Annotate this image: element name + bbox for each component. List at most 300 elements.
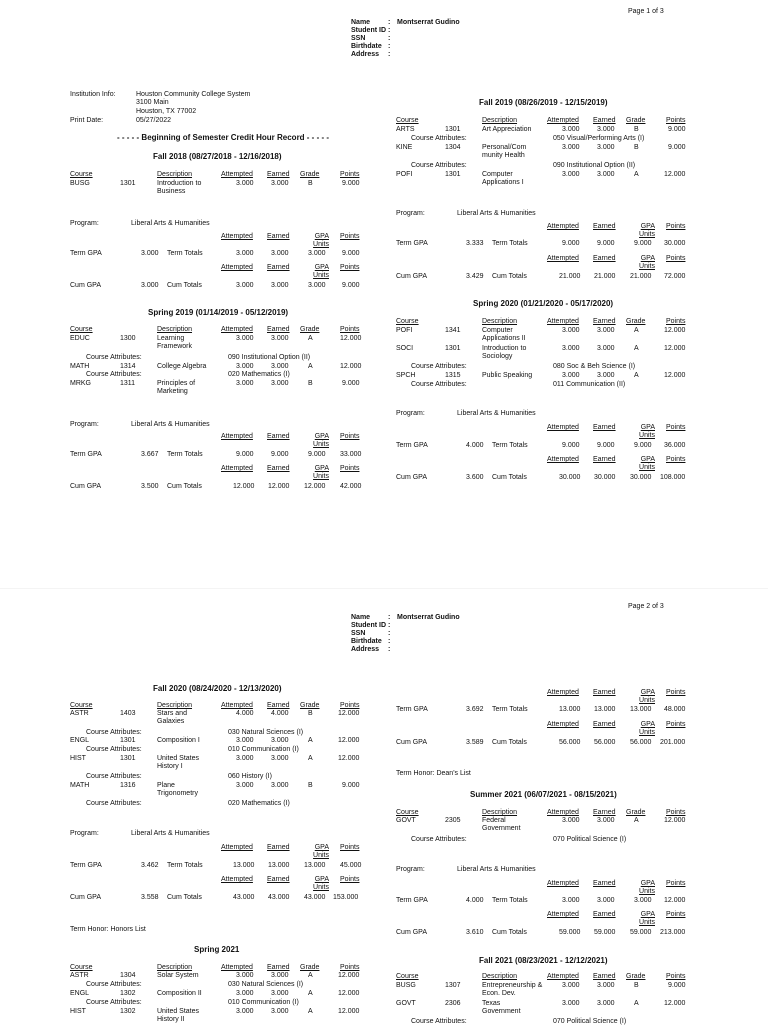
course-attributes-label: Course Attributes: bbox=[411, 135, 467, 142]
program-label: Program: bbox=[70, 830, 99, 837]
col-points: Points bbox=[666, 809, 686, 816]
col-points: Points bbox=[666, 255, 686, 262]
colon: : bbox=[388, 614, 391, 621]
col-description: Description bbox=[157, 964, 193, 971]
cum-gpa: 3.558 bbox=[141, 894, 159, 901]
colon: : bbox=[388, 51, 391, 58]
grade: A bbox=[308, 972, 313, 979]
course-attributes-label: Course Attributes: bbox=[86, 800, 142, 807]
cum-attempted: 43.000 bbox=[233, 894, 255, 901]
course-number: 1316 bbox=[120, 782, 136, 789]
course-code: ASTR bbox=[70, 972, 89, 979]
course-description: Art Appreciation bbox=[482, 126, 532, 133]
course-number: 1307 bbox=[445, 982, 461, 989]
cum-gpa-label: Cum GPA bbox=[396, 273, 427, 280]
col-gpa-units: GPA Units bbox=[639, 911, 655, 926]
address-label: Address bbox=[351, 646, 380, 653]
course-number: 1314 bbox=[120, 363, 136, 370]
term-gpa: 3.692 bbox=[466, 706, 484, 713]
page-number: Page 1 of 3 bbox=[628, 8, 664, 15]
col-earned: Earned bbox=[267, 433, 290, 440]
term-title: Spring 2021 bbox=[194, 945, 240, 954]
course-code: KINE bbox=[396, 144, 413, 151]
col-earned: Earned bbox=[593, 880, 616, 887]
earned: 3.000 bbox=[271, 990, 289, 997]
points: 12.000 bbox=[338, 990, 360, 997]
points: 12.000 bbox=[340, 335, 362, 342]
col-attempted: Attempted bbox=[221, 844, 253, 851]
course-attributes-label: Course Attributes: bbox=[86, 981, 142, 988]
course-description: Stars and Galaxies bbox=[157, 710, 187, 725]
cum-gpa-label: Cum GPA bbox=[396, 474, 427, 481]
course-description: Composition II bbox=[157, 990, 202, 997]
course-code: ASTR bbox=[70, 710, 89, 717]
course-description: College Algebra bbox=[157, 363, 207, 370]
program-name: Liberal Arts & Humanities bbox=[131, 220, 210, 227]
print-date: 05/27/2022 bbox=[136, 117, 172, 124]
cum-totals-label: Cum Totals bbox=[167, 282, 202, 289]
col-points: Points bbox=[340, 233, 360, 240]
course-number: 2305 bbox=[445, 817, 461, 824]
colon: : bbox=[388, 43, 391, 50]
course-number: 1304 bbox=[445, 144, 461, 151]
course-description: Texas Government bbox=[482, 1000, 521, 1015]
cum-totals-label: Cum Totals bbox=[492, 739, 527, 746]
program-label: Program: bbox=[396, 410, 425, 417]
col-attempted: Attempted bbox=[221, 264, 253, 271]
course-number: 1403 bbox=[120, 710, 136, 717]
earned: 3.000 bbox=[597, 327, 615, 334]
attempted: 4.000 bbox=[236, 710, 254, 717]
grade: B bbox=[308, 180, 313, 187]
cum-earned: 3.000 bbox=[271, 282, 289, 289]
grade: B bbox=[634, 126, 639, 133]
cum-gpa-label: Cum GPA bbox=[70, 282, 101, 289]
course-description: Principles of Marketing bbox=[157, 380, 196, 395]
attempted: 3.000 bbox=[562, 144, 580, 151]
earned: 3.000 bbox=[271, 782, 289, 789]
col-attempted: Attempted bbox=[547, 973, 579, 980]
course-attribute: 060 History (I) bbox=[228, 773, 272, 780]
points: 9.000 bbox=[342, 782, 360, 789]
institution-street: 3100 Main bbox=[136, 99, 169, 106]
course-description: United States History II bbox=[157, 1008, 200, 1023]
earned: 3.000 bbox=[597, 1000, 615, 1007]
course-description: United States History I bbox=[157, 755, 200, 770]
col-course: Course bbox=[396, 318, 419, 325]
col-points: Points bbox=[340, 433, 360, 440]
col-earned: Earned bbox=[593, 809, 616, 816]
col-earned: Earned bbox=[267, 964, 290, 971]
points: 12.000 bbox=[664, 1000, 686, 1007]
term-gpa-label: Term GPA bbox=[70, 250, 102, 257]
cum-totals-label: Cum Totals bbox=[492, 474, 527, 481]
term-earned: 13.000 bbox=[594, 706, 616, 713]
course-description: Entrepreneurship & Econ. Dev. bbox=[482, 982, 543, 997]
course-attribute: 090 Institutional Option (II) bbox=[553, 162, 636, 169]
col-points: Points bbox=[666, 117, 686, 124]
colon: : bbox=[388, 638, 391, 645]
col-points: Points bbox=[340, 702, 360, 709]
course-description: Computer Applications I bbox=[482, 171, 524, 186]
points: 9.000 bbox=[668, 144, 686, 151]
attempted: 3.000 bbox=[236, 737, 254, 744]
cum-points: 72.000 bbox=[664, 273, 686, 280]
cum-points: 108.000 bbox=[660, 474, 686, 481]
points: 12.000 bbox=[338, 737, 360, 744]
col-attempted: Attempted bbox=[547, 117, 579, 124]
student-name: Montserrat Gudino bbox=[397, 19, 460, 26]
course-number: 1301 bbox=[120, 180, 136, 187]
term-earned: 9.000 bbox=[597, 442, 615, 449]
grade: A bbox=[308, 990, 313, 997]
col-gpa-units: GPA Units bbox=[313, 465, 329, 480]
cum-earned: 21.000 bbox=[594, 273, 616, 280]
course-number: 1301 bbox=[120, 755, 136, 762]
term-gpa: 3.333 bbox=[466, 240, 484, 247]
term-attempted: 3.000 bbox=[562, 897, 580, 904]
colon: : bbox=[388, 622, 391, 629]
grade: A bbox=[308, 363, 313, 370]
course-attributes-label: Course Attributes: bbox=[86, 773, 142, 780]
col-points: Points bbox=[666, 911, 686, 918]
term-attempted: 13.000 bbox=[233, 862, 255, 869]
earned: 4.000 bbox=[271, 710, 289, 717]
col-earned: Earned bbox=[267, 264, 290, 271]
col-course: Course bbox=[396, 973, 419, 980]
course-attributes-label: Course Attributes: bbox=[86, 999, 142, 1006]
course-number: 1301 bbox=[120, 737, 136, 744]
course-code: POFI bbox=[396, 327, 413, 334]
earned: 3.000 bbox=[597, 144, 615, 151]
points: 12.000 bbox=[338, 755, 360, 762]
cum-points: 42.000 bbox=[340, 483, 362, 490]
col-earned: Earned bbox=[267, 465, 290, 472]
grade: A bbox=[634, 817, 639, 824]
term-gpa: 3.667 bbox=[141, 451, 159, 458]
points: 12.000 bbox=[340, 363, 362, 370]
course-number: 1302 bbox=[120, 1008, 136, 1015]
col-description: Description bbox=[157, 326, 193, 333]
term-title: Fall 2018 (08/27/2018 - 12/16/2018) bbox=[153, 152, 282, 161]
term-attempted: 13.000 bbox=[559, 706, 581, 713]
points: 12.000 bbox=[664, 171, 686, 178]
col-grade: Grade bbox=[300, 964, 320, 971]
col-earned: Earned bbox=[593, 318, 616, 325]
course-description: Introduction to Sociology bbox=[482, 345, 527, 360]
term-earned: 13.000 bbox=[268, 862, 290, 869]
points: 12.000 bbox=[664, 345, 686, 352]
term-title: Spring 2020 (01/21/2020 - 05/17/2020) bbox=[473, 299, 614, 308]
attempted: 3.000 bbox=[562, 982, 580, 989]
col-course: Course bbox=[396, 117, 419, 124]
points: 12.000 bbox=[338, 972, 360, 979]
term-gpa: 3.000 bbox=[141, 250, 159, 257]
cum-gpa: 3.600 bbox=[466, 474, 484, 481]
course-code: SOCI bbox=[396, 345, 414, 352]
student-name: Montserrat Gudino bbox=[397, 614, 460, 621]
term-gpa-label: Term GPA bbox=[396, 897, 428, 904]
course-attribute: 010 Communication (I) bbox=[228, 746, 299, 753]
term-points: 48.000 bbox=[664, 706, 686, 713]
grade: A bbox=[308, 755, 313, 762]
col-attempted: Attempted bbox=[221, 964, 253, 971]
cum-totals-label: Cum Totals bbox=[492, 273, 527, 280]
term-title: Fall 2021 (08/23/2021 - 12/12/2021) bbox=[479, 956, 608, 965]
cum-gpa-label: Cum GPA bbox=[396, 929, 427, 936]
course-code: HIST bbox=[70, 755, 86, 762]
term-points: 45.000 bbox=[340, 862, 362, 869]
attempted: 3.000 bbox=[562, 345, 580, 352]
course-code: HIST bbox=[70, 1008, 86, 1015]
course-attributes-label: Course Attributes: bbox=[411, 363, 467, 370]
col-description: Description bbox=[482, 318, 518, 325]
term-gpa-label: Term GPA bbox=[396, 442, 428, 449]
term-gpa-units: 13.000 bbox=[630, 706, 652, 713]
cum-gpa: 3.500 bbox=[141, 483, 159, 490]
course-attributes-label: Course Attributes: bbox=[86, 746, 142, 753]
grade: A bbox=[308, 1008, 313, 1015]
term-gpa-label: Term GPA bbox=[396, 706, 428, 713]
term-gpa: 3.462 bbox=[141, 862, 159, 869]
points: 12.000 bbox=[664, 372, 686, 379]
col-attempted: Attempted bbox=[547, 255, 579, 262]
col-course: Course bbox=[70, 326, 93, 333]
term-earned: 3.000 bbox=[271, 250, 289, 257]
points: 12.000 bbox=[338, 1008, 360, 1015]
cum-earned: 30.000 bbox=[594, 474, 616, 481]
col-earned: Earned bbox=[593, 721, 616, 728]
cum-gpa-units: 12.000 bbox=[304, 483, 326, 490]
earned: 3.000 bbox=[597, 982, 615, 989]
cum-points: 201.000 bbox=[660, 739, 686, 746]
colon: : bbox=[388, 646, 391, 653]
col-earned: Earned bbox=[593, 911, 616, 918]
attempted: 3.000 bbox=[236, 380, 254, 387]
col-attempted: Attempted bbox=[221, 876, 253, 883]
col-attempted: Attempted bbox=[547, 721, 579, 728]
term-gpa-units: 9.000 bbox=[308, 451, 326, 458]
term-earned: 9.000 bbox=[271, 451, 289, 458]
birthdate-label: Birthdate bbox=[351, 43, 382, 50]
earned: 3.000 bbox=[271, 972, 289, 979]
colon: : bbox=[388, 35, 391, 42]
course-attribute: 080 Soc & Beh Science (I) bbox=[553, 363, 636, 370]
grade: B bbox=[634, 144, 639, 151]
ssn-label: SSN bbox=[351, 35, 366, 42]
col-course: Course bbox=[396, 809, 419, 816]
earned: 3.000 bbox=[597, 372, 615, 379]
term-points: 12.000 bbox=[664, 897, 686, 904]
earned: 3.000 bbox=[597, 171, 615, 178]
col-points: Points bbox=[340, 326, 360, 333]
course-description: Learning Framework bbox=[157, 335, 193, 350]
earned: 3.000 bbox=[271, 737, 289, 744]
col-gpa-units: GPA Units bbox=[313, 844, 329, 859]
cum-totals-label: Cum Totals bbox=[492, 929, 527, 936]
course-code: MATH bbox=[70, 782, 90, 789]
course-code: MRKG bbox=[70, 380, 91, 387]
col-attempted: Attempted bbox=[221, 433, 253, 440]
program-label: Program: bbox=[396, 866, 425, 873]
col-attempted: Attempted bbox=[221, 465, 253, 472]
page-number: Page 2 of 3 bbox=[628, 603, 664, 610]
course-number: 1300 bbox=[120, 335, 136, 342]
attempted: 3.000 bbox=[236, 990, 254, 997]
col-course: Course bbox=[70, 964, 93, 971]
attempted: 3.000 bbox=[562, 817, 580, 824]
course-number: 1301 bbox=[445, 171, 461, 178]
course-number: 1301 bbox=[445, 126, 461, 133]
course-description: Solar System bbox=[157, 972, 199, 979]
col-points: Points bbox=[666, 223, 686, 230]
col-course: Course bbox=[70, 702, 93, 709]
course-code: ENGL bbox=[70, 990, 90, 997]
course-number: 1315 bbox=[445, 372, 461, 379]
program-name: Liberal Arts & Humanities bbox=[131, 421, 210, 428]
col-description: Description bbox=[482, 117, 518, 124]
term-title: Fall 2019 (08/26/2019 - 12/15/2019) bbox=[479, 98, 608, 107]
course-attribute: 030 Natural Sciences (I) bbox=[228, 729, 304, 736]
course-code: BUSG bbox=[70, 180, 90, 187]
program-name: Liberal Arts & Humanities bbox=[131, 830, 210, 837]
attempted: 3.000 bbox=[236, 755, 254, 762]
program-label: Program: bbox=[70, 421, 99, 428]
col-points: Points bbox=[666, 424, 686, 431]
course-code: ENGL bbox=[70, 737, 90, 744]
course-attributes-label: Course Attributes: bbox=[411, 162, 467, 169]
term-gpa-units: 3.000 bbox=[634, 897, 652, 904]
earned: 3.000 bbox=[597, 817, 615, 824]
course-attributes-label: Course Attributes: bbox=[411, 381, 467, 388]
col-attempted: Attempted bbox=[221, 326, 253, 333]
term-totals-label: Term Totals bbox=[167, 862, 203, 869]
attempted: 3.000 bbox=[562, 126, 580, 133]
course-attribute: 050 Visual/Performing Arts (I) bbox=[553, 135, 645, 142]
grade: A bbox=[634, 327, 639, 334]
colon: : bbox=[388, 27, 391, 34]
cum-points: 213.000 bbox=[660, 929, 686, 936]
course-attribute: 070 Political Science (I) bbox=[553, 1018, 627, 1025]
col-points: Points bbox=[666, 973, 686, 980]
col-points: Points bbox=[340, 844, 360, 851]
cum-gpa: 3.429 bbox=[466, 273, 484, 280]
col-points: Points bbox=[666, 318, 686, 325]
name-label: Name bbox=[351, 19, 371, 26]
earned: 3.000 bbox=[271, 180, 289, 187]
term-attempted: 9.000 bbox=[236, 451, 254, 458]
course-description: Personal/Community Health bbox=[482, 144, 527, 159]
grade: B bbox=[308, 710, 313, 717]
earned: 3.000 bbox=[271, 1008, 289, 1015]
print-date-label: Print Date: bbox=[70, 117, 104, 124]
earned: 3.000 bbox=[271, 380, 289, 387]
col-earned: Earned bbox=[267, 326, 290, 333]
points: 9.000 bbox=[668, 126, 686, 133]
col-attempted: Attempted bbox=[221, 171, 253, 178]
attempted: 3.000 bbox=[236, 180, 254, 187]
program-name: Liberal Arts & Humanities bbox=[457, 210, 536, 217]
course-code: SPCH bbox=[396, 372, 416, 379]
course-description: Computer Applications II bbox=[482, 327, 526, 342]
institution-city: Houston, TX 77002 bbox=[136, 108, 197, 115]
term-gpa-label: Term GPA bbox=[70, 451, 102, 458]
col-points: Points bbox=[340, 264, 360, 271]
term-totals-label: Term Totals bbox=[167, 250, 203, 257]
course-code: MATH bbox=[70, 363, 90, 370]
col-grade: Grade bbox=[300, 171, 320, 178]
course-attribute: 010 Communication (I) bbox=[228, 999, 299, 1006]
grade: B bbox=[634, 982, 639, 989]
col-attempted: Attempted bbox=[547, 689, 579, 696]
grade: A bbox=[634, 1000, 639, 1007]
address-label: Address bbox=[351, 51, 380, 58]
term-gpa-units: 9.000 bbox=[634, 240, 652, 247]
col-earned: Earned bbox=[593, 255, 616, 262]
course-description: Federal Government bbox=[482, 817, 521, 832]
col-earned: Earned bbox=[267, 702, 290, 709]
points: 12.000 bbox=[664, 327, 686, 334]
course-attribute: 090 Institutional Option (II) bbox=[228, 354, 311, 361]
cum-attempted: 56.000 bbox=[559, 739, 581, 746]
col-earned: Earned bbox=[593, 424, 616, 431]
col-attempted: Attempted bbox=[547, 318, 579, 325]
points: 9.000 bbox=[342, 180, 360, 187]
cum-gpa-label: Cum GPA bbox=[70, 483, 101, 490]
term-points: 30.000 bbox=[664, 240, 686, 247]
student-id-label: Student ID bbox=[351, 622, 386, 629]
attempted: 3.000 bbox=[562, 372, 580, 379]
course-attribute: 030 Natural Sciences (I) bbox=[228, 981, 304, 988]
col-description: Description bbox=[157, 702, 193, 709]
points: 9.000 bbox=[668, 982, 686, 989]
course-number: 1311 bbox=[120, 380, 136, 387]
earned: 3.000 bbox=[597, 345, 615, 352]
term-totals-label: Term Totals bbox=[492, 897, 528, 904]
col-grade: Grade bbox=[626, 318, 646, 325]
col-grade: Grade bbox=[300, 702, 320, 709]
attempted: 3.000 bbox=[562, 327, 580, 334]
col-grade: Grade bbox=[626, 809, 646, 816]
term-gpa-units: 3.000 bbox=[308, 250, 326, 257]
institution-label: Institution Info: bbox=[70, 91, 116, 98]
col-gpa-units: GPA Units bbox=[313, 433, 329, 448]
term-title: Fall 2020 (08/24/2020 - 12/13/2020) bbox=[153, 684, 282, 693]
attempted: 3.000 bbox=[562, 1000, 580, 1007]
grade: A bbox=[308, 737, 313, 744]
course-description: Introduction to Business bbox=[157, 180, 202, 195]
course-attribute: 070 Political Science (I) bbox=[553, 836, 627, 843]
term-title: Summer 2021 (06/07/2021 - 08/15/2021) bbox=[470, 790, 617, 799]
earned: 3.000 bbox=[271, 363, 289, 370]
course-code: ARTS bbox=[396, 126, 415, 133]
course-attributes-label: Course Attributes: bbox=[86, 371, 142, 378]
course-attribute: 020 Mathematics (I) bbox=[228, 371, 290, 378]
term-attempted: 9.000 bbox=[562, 240, 580, 247]
attempted: 3.000 bbox=[562, 171, 580, 178]
course-code: EDUC bbox=[70, 335, 90, 342]
term-attempted: 3.000 bbox=[236, 250, 254, 257]
program-label: Program: bbox=[396, 210, 425, 217]
cum-attempted: 3.000 bbox=[236, 282, 254, 289]
course-description: Composition I bbox=[157, 737, 200, 744]
course-attributes-label: Course Attributes: bbox=[86, 729, 142, 736]
grade: A bbox=[634, 372, 639, 379]
term-gpa-units: 9.000 bbox=[634, 442, 652, 449]
term-earned: 3.000 bbox=[597, 897, 615, 904]
term-earned: 9.000 bbox=[597, 240, 615, 247]
grade: B bbox=[308, 380, 313, 387]
